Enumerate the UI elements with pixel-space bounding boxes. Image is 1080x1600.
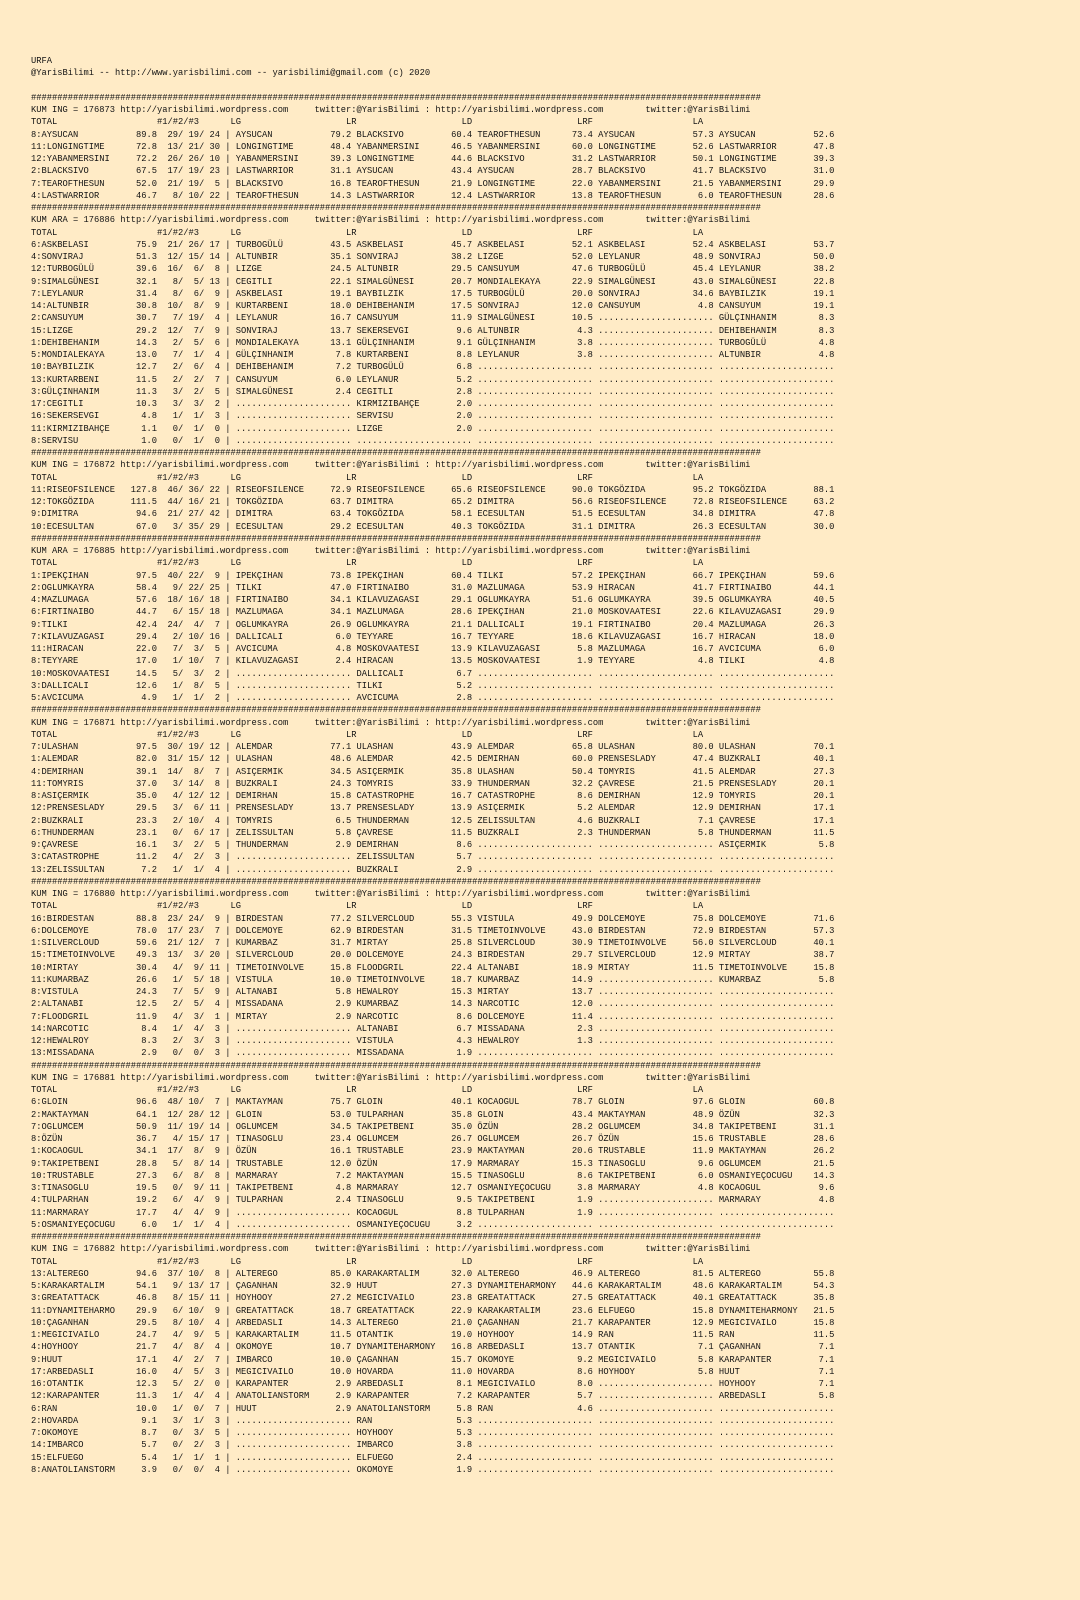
race-block bbox=[31, 1231, 1080, 1476]
table-row: 13:MISSADANA 2.9 0/ 0/ 3 | ...................... MISSADANA 1.9 ...................... ...................... ...................... bbox=[31, 1048, 835, 1059]
credits-line: @YarisBilimi -- http://www.yarisbilimi.com -- yarisbilimi@gmail.com (c) 2020 bbox=[31, 68, 431, 79]
table-row: 11:RISEOFSILENCE 127.8 46/ 36/ 22 | RISEOFSILENCE 72.9 RISEOFSILENCE 65.6 RISEOFSILENCE 90.0 TOKGÖZIDA 95.2 TOKGÖZIDA 88.1 bbox=[31, 484, 835, 495]
race-header: KUM ING = 176871 http://yarisbilimi.wordpress.com twitter:@YarisBilimi : http://yarisbilimi.wordpress.com twitter:@YarisBilimi bbox=[31, 717, 751, 728]
table-row: 7:OGLUMCEM 50.9 11/ 19/ 14 | OGLUMCEM 34.5 TAKIPETBENI 35.0 ÖZÜN 28.2 OGLUMCEM 34.8 TAKIPETBENI 31.1 bbox=[31, 1121, 835, 1132]
table-row: 1:IPEKÇIHAN 97.5 40/ 22/ 9 | IPEKÇIHAN 73.8 IPEKÇIHAN 60.4 TILKI 57.2 IPEKÇIHAN 66.7 IPEKÇIHAN 59.6 bbox=[31, 570, 835, 581]
table-row: 4:TULPARHAN 19.2 6/ 4/ 9 | TULPARHAN 2.4 TINASOGLU 9.5 TAKIPETBENI 1.9 ...................... MARMARAY 4.8 bbox=[31, 1195, 835, 1206]
table-row: 9:SIMALGÜNESI 32.1 8/ 5/ 13 | CEGITLI 22.1 SIMALGÜNESI 20.7 MONDIALEKAYA 22.9 SIMALGÜNESI 43.0 SIMALGÜNESI 22.8 bbox=[31, 276, 835, 287]
column-header-row: TOTAL #1/#2/#3 LG LR LD LRF LA bbox=[31, 472, 704, 483]
race-header: KUM ING = 176872 http://yarisbilimi.wordpress.com twitter:@YarisBilimi : http://yarisbilimi.wordpress.com twitter:@YarisBilimi bbox=[31, 460, 751, 471]
table-row: 11:HIRACAN 22.0 7/ 3/ 5 | AVCICUMA 4.8 MOSKOVAATESI 13.9 KILAVUZAGASI 5.8 MAZLUMAGA 16.7 AVCICUMA 6.0 bbox=[31, 644, 835, 654]
table-row: 16:OTANTIK 12.3 5/ 2/ 0 | KARAPANTER 2.9 ARBEDASLI 8.1 MEGICIVAILO 8.0 ...................... HOYHOOY 7.1 bbox=[31, 1379, 835, 1389]
race-block bbox=[31, 92, 1080, 202]
table-row: 6:GLOIN 96.6 48/ 10/ 7 | MAKTAYMAN 75.7 GLOIN 40.1 KOCAOGUL 78.7 GLOIN 97.6 GLOIN 60.8 bbox=[31, 1097, 835, 1108]
table-row: 1:SILVERCLOUD 59.6 21/ 12/ 7 | KUMARBAZ 31.7 MIRTAY 25.8 SILVERCLOUD 30.9 TIMETOINVOLVE 56.0 SILVERCLOUD 40.1 bbox=[31, 938, 835, 948]
table-row: 1:DEHIBEHANIM 14.3 2/ 5/ 6 | MONDIALEKAYA 13.1 GÜLÇINHANIM 9.1 GÜLÇINHANIM 3.8 ...................... TURBOGÜLÜ 4.8 bbox=[31, 337, 835, 348]
race-header: KUM ING = 176873 http://yarisbilimi.wordpress.com twitter:@YarisBilimi : http://yarisbilimi.wordpress.com twitter:@YarisBilimi bbox=[31, 105, 751, 115]
table-row: 15:LIZGE 29.2 12/ 7/ 9 | SONVIRAJ 13.7 SEKERSEVGI 9.6 ALTUNBIR 4.3 ...................... DEHIBEHANIM 8.3 bbox=[31, 325, 835, 336]
table-row: 4:MAZLUMAGA 57.6 18/ 16/ 18 | FIRTINAIBO 34.1 KILAVUZAGASI 29.1 OGLUMKAYRA 51.6 OGLUMKAYRA 39.5 OGLUMKAYRA 40.5 bbox=[31, 595, 835, 605]
table-row: 4:SONVIRAJ 51.3 12/ 15/ 14 | ALTUNBIR 35.1 SONVIRAJ 38.2 LIZGE 52.0 LEYLANUR 48.9 SONVIRAJ 50.0 bbox=[31, 252, 835, 262]
table-row: 8:ASIÇERMIK 35.0 4/ 12/ 12 | DEMIRHAN 15.8 CATASTROPHE 16.7 CATASTROPHE 8.6 DEMIRHAN 12.9 TOMYRIS 20.1 bbox=[31, 791, 835, 801]
table-row: 9:TAKIPETBENI 28.8 5/ 8/ 14 | TRUSTABLE 12.0 ÖZÜN 17.9 MARMARAY 15.3 TINASOGLU 9.6 OGLUMCEM 21.5 bbox=[31, 1158, 835, 1169]
table-row: 16:SEKERSEVGI 4.8 1/ 1/ 3 | ...................... SERVISU 2.0 ...................... ...................... ...................... bbox=[31, 411, 835, 422]
table-row: 10:BAYBILZIK 12.7 2/ 6/ 4 | DEHIBEHANIM 7.2 TURBOGÜLÜ 6.8 ...................... ...................... ...................... bbox=[31, 362, 835, 373]
table-row: 11:KIRMIZIBAHÇE 1.1 0/ 1/ 0 | ...................... LIZGE 2.0 ...................... ...................... ...................... bbox=[31, 423, 835, 434]
table-row: 6:THUNDERMAN 23.1 0/ 6/ 17 | ZELISSULTAN 5.8 ÇAVRESE 11.5 BUZKRALI 2.3 THUNDERMAN 5.8 THUNDERMAN 11.5 bbox=[31, 827, 835, 838]
table-row: 1:KOCAOGUL 34.1 17/ 8/ 9 | ÖZÜN 16.1 TRUSTABLE 23.9 MAKTAYMAN 20.6 TRUSTABLE 11.9 MAKTAYMAN 26.2 bbox=[31, 1146, 835, 1157]
table-row: 12:TURBOGÜLÜ 39.6 16/ 6/ 8 | LIZGE 24.5 ALTUNBIR 29.5 CANSUYUM 47.6 TURBOGÜLÜ 45.4 LEYLANUR 38.2 bbox=[31, 264, 835, 275]
race-header: KUM ARA = 176886 http://yarisbilimi.wordpress.com twitter:@YarisBilimi : http://yarisbilimi.wordpress.com twitter:@YarisBilimi bbox=[31, 215, 751, 226]
table-row: 15:ELFUEGO 5.4 1/ 1/ 1 | ...................... ELFUEGO 2.4 ...................... ...................... ...................... bbox=[31, 1452, 835, 1463]
race-header: KUM ING = 176882 http://yarisbilimi.wordpress.com twitter:@YarisBilimi : http://yarisbilimi.wordpress.com twitter:@YarisBilimi bbox=[31, 1244, 751, 1255]
table-row: 14:ALTUNBIR 30.8 10/ 8/ 9 | KURTARBENI 18.0 DEHIBEHANIM 17.5 SONVIRAJ 12.0 CANSUYUM 4.8 CANSUYUM 19.1 bbox=[31, 301, 835, 311]
table-row: 10:TRUSTABLE 27.3 6/ 8/ 8 | MARMARAY 7.2 MAKTAYMAN 15.5 TINASOGLU 8.6 TAKIPETBENI 6.0 OSMANIYEÇOCUGU 14.3 bbox=[31, 1170, 835, 1181]
table-row: 7:ULASHAN 97.5 30/ 19/ 12 | ALEMDAR 77.1 ULASHAN 43.9 ALEMDAR 65.8 ULASHAN 80.0 ULASHAN 70.1 bbox=[31, 742, 835, 752]
table-row: 1:ALEMDAR 82.0 31/ 15/ 12 | ULASHAN 48.6 ALEMDAR 42.5 DEMIRHAN 60.0 PRENSESLADY 47.4 BUZKRALI 40.1 bbox=[31, 754, 835, 765]
table-row: 1:MEGICIVAILO 24.7 4/ 9/ 5 | KARAKARTALIM 11.5 OTANTIK 19.0 HOYHOOY 14.9 RAN 11.5 RAN 11.5 bbox=[31, 1330, 835, 1340]
table-row: 13:ZELISSULTAN 7.2 1/ 1/ 4 | ...................... BUZKRALI 2.9 ...................... ...................... ...................... bbox=[31, 864, 835, 875]
table-row: 11:DYNAMITEHARMO 29.9 6/ 10/ 9 | GREATATTACK 18.7 GREATATTACK 22.9 KARAKARTALIM 23.6 ELFUEGO 15.8 DYNAMITEHARMONY 21.5 bbox=[31, 1305, 835, 1316]
table-row: 11:KUMARBAZ 26.6 1/ 5/ 18 | VISTULA 10.0 TIMETOINVOLVE 18.7 KUMARBAZ 14.9 ...................... KUMARBAZ 5.8 bbox=[31, 974, 835, 985]
table-row: 11:LONGINGTIME 72.8 13/ 21/ 30 | LONGINGTIME 48.4 YABANMERSINI 46.5 YABANMERSINI 60.0 LONGINGTIME 52.6 LASTWARRIOR 47.8 bbox=[31, 141, 835, 152]
table-row: 8:ANATOLIANSTORM 3.9 0/ 0/ 4 | ...................... OKOMOYE 1.9 ...................... ...................... ...................... bbox=[31, 1464, 835, 1475]
spacer bbox=[31, 80, 1080, 92]
separator-line: ########################################################################################################################################### bbox=[31, 533, 761, 544]
table-row: 8:VISTULA 24.3 7/ 5/ 9 | ALTANABI 5.8 HEWALROY 15.3 MIRTAY 13.7 ...................... ...................... bbox=[31, 987, 835, 997]
separator-line: ########################################################################################################################################### bbox=[31, 1060, 761, 1071]
table-row: 12:HEWALROY 8.3 2/ 3/ 3 | ...................... VISTULA 4.3 HEWALROY 1.3 ...................... ...................... bbox=[31, 1036, 835, 1046]
table-row: 7:TEAROFTHESUN 52.0 21/ 19/ 5 | BLACKSIVO 16.8 TEAROFTHESUN 21.9 LONGINGTIME 22.0 YABANMERSINI 21.5 YABANMERSINI 29.9 bbox=[31, 178, 835, 189]
race-block bbox=[31, 1060, 1080, 1232]
column-header-row: TOTAL #1/#2/#3 LG LR LD LRF LA bbox=[31, 729, 704, 740]
table-row: 6:DOLCEMOYE 78.0 17/ 23/ 7 | DOLCEMOYE 62.9 BIRDESTAN 31.5 TIMETOINVOLVE 43.0 BIRDESTAN 72.9 BIRDESTAN 57.3 bbox=[31, 925, 835, 936]
table-row: 13:KURTARBENI 11.5 2/ 2/ 7 | CANSUYUM 6.0 LEYLANUR 5.2 ...................... ...................... ...................... bbox=[31, 374, 835, 385]
column-header-row: TOTAL #1/#2/#3 LG LR LD LRF LA bbox=[31, 227, 704, 238]
table-row: 4:LASTWARRIOR 46.7 8/ 10/ 22 | TEAROFTHESUN 14.3 LASTWARRIOR 12.4 LASTWARRIOR 13.8 TEAROFTHESUN 6.0 TEAROFTHESUN 28.6 bbox=[31, 190, 835, 201]
race-block bbox=[31, 533, 1080, 705]
table-row: 17:CEGITLI 10.3 3/ 3/ 2 | ...................... KIRMIZIBAHÇE 2.0 ...................... ...................... ...................... bbox=[31, 399, 835, 409]
table-row: 9:ÇAVRESE 16.1 3/ 2/ 5 | THUNDERMAN 2.9 DEMIRHAN 8.6 ...................... ...................... ASIÇERMIK 5.8 bbox=[31, 840, 835, 850]
table-row: 6:RAN 10.0 1/ 0/ 7 | HUUT 2.9 ANATOLIANSTORM 5.8 RAN 4.6 ...................... ...................... bbox=[31, 1403, 835, 1414]
table-row: 14:NARCOTIC 8.4 1/ 4/ 3 | ...................... ALTANABI 6.7 MISSADANA 2.3 ...................... ...................... bbox=[31, 1023, 835, 1034]
separator-line: ########################################################################################################################################### bbox=[31, 1232, 761, 1242]
table-row: 2:MAKTAYMAN 64.1 12/ 28/ 12 | GLOIN 53.0 TULPARHAN 35.8 GLOIN 43.4 MAKTAYMAN 48.9 ÖZÜN 32.3 bbox=[31, 1109, 835, 1120]
table-row: 4:HOYHOOY 21.7 4/ 8/ 4 | OKOMOYE 10.7 DYNAMITEHARMONY 16.8 ARBEDASLI 13.7 OTANTIK 7.1 ÇAGANHAN 7.1 bbox=[31, 1342, 835, 1353]
table-row: 7:LEYLANUR 31.4 8/ 6/ 9 | ASKBELASI 19.1 BAYBILZIK 17.5 TURBOGÜLÜ 20.0 SONVIRAJ 34.6 BAYBILZIK 19.1 bbox=[31, 288, 835, 299]
table-row: 2:HOVARDA 9.1 3/ 1/ 3 | ...................... RAN 5.3 ...................... ...................... ...................... bbox=[31, 1415, 835, 1426]
table-row: 4:DEMIRHAN 39.1 14/ 8/ 7 | ASIÇERMIK 34.5 ASIÇERMIK 35.8 ULASHAN 50.4 TOMYRIS 41.5 ALEMDAR 27.3 bbox=[31, 766, 835, 777]
table-row: 8:SERVISU 1.0 0/ 1/ 0 | ...................... ...................... ...................... ...................... ...................... bbox=[31, 435, 835, 446]
table-row: 3:GÜLÇINHANIM 11.3 3/ 2/ 5 | SIMALGÜNESI 2.4 CEGITLI 2.8 ...................... ...................... ...................... bbox=[31, 386, 835, 397]
table-row: 2:CANSUYUM 30.7 7/ 19/ 4 | LEYLANUR 16.7 CANSUYUM 11.9 SIMALGÜNESI 10.5 ...................... GÜLÇINHANIM 8.3 bbox=[31, 313, 835, 324]
column-header-row: TOTAL #1/#2/#3 LG LR LD LRF LA bbox=[31, 1085, 704, 1095]
race-block bbox=[31, 447, 1080, 533]
column-header-row: TOTAL #1/#2/#3 LG LR LD LRF LA bbox=[31, 1256, 704, 1267]
race-block bbox=[31, 704, 1080, 876]
table-row: 5:MONDIALEKAYA 13.0 7/ 1/ 4 | GÜLÇINHANIM 7.8 KURTARBENI 8.8 LEYLANUR 3.8 ...................... ALTUNBIR 4.8 bbox=[31, 350, 835, 360]
table-row: 3:CATASTROPHE 11.2 4/ 2/ 3 | ...................... ZELISSULTAN 5.7 ...................... ...................... ...................... bbox=[31, 852, 835, 863]
table-row: 12:PRENSESLADY 29.5 3/ 6/ 11 | PRENSESLADY 13.7 PRENSESLADY 13.9 ASIÇERMIK 5.2 ALEMDAR 12.9 DEMIRHAN 17.1 bbox=[31, 803, 835, 814]
table-row: 9:DIMITRA 94.6 21/ 27/ 42 | DIMITRA 63.4 TOKGÖZIDA 58.1 ECESULTAN 51.5 ECESULTAN 34.8 DIMITRA 47.8 bbox=[31, 509, 835, 520]
column-header-row: TOTAL #1/#2/#3 LG LR LD LRF LA bbox=[31, 558, 704, 569]
table-row: 2:BUZKRALI 23.3 2/ 10/ 4 | TOMYRIS 6.5 THUNDERMAN 12.5 ZELISSULTAN 4.6 BUZKRALI 7.1 ÇAVRESE 17.1 bbox=[31, 815, 835, 826]
table-row: 13:ALTEREGO 94.6 37/ 10/ 8 | ALTEREGO 85.0 KARAKARTALIM 32.0 ALTEREGO 46.9 ALTEREGO 81.5 ALTEREGO 55.8 bbox=[31, 1268, 835, 1279]
table-row: 12:TOKGÖZIDA 111.5 44/ 16/ 21 | TOKGÖZIDA 63.7 DIMITRA 65.2 DIMITRA 56.6 RISEOFSILENCE 72.8 RISEOFSILENCE 63.2 bbox=[31, 497, 835, 507]
table-row: 5:OSMANIYEÇOCUGU 6.0 1/ 1/ 4 | ...................... OSMANIYEÇOCUGU 3.2 ...................... ...................... ...................... bbox=[31, 1219, 835, 1230]
table-row: 10:ECESULTAN 67.0 3/ 35/ 29 | ECESULTAN 29.2 ECESULTAN 40.3 TOKGÖZIDA 31.1 DIMITRA 26.3 ECESULTAN 30.0 bbox=[31, 521, 835, 532]
table-row: 2:BLACKSIVO 67.5 17/ 19/ 23 | LASTWARRIOR 31.1 AYSUCAN 43.4 AYSUCAN 28.7 BLACKSIVO 41.7 BLACKSIVO 31.0 bbox=[31, 166, 835, 177]
table-row: 3:GREATATTACK 46.8 8/ 15/ 11 | HOYHOOY 27.2 MEGICIVAILO 23.8 GREATATTACK 27.5 GREATATTACK 40.1 GREATATTACK 35.8 bbox=[31, 1293, 835, 1304]
race-header: KUM ING = 176881 http://yarisbilimi.wordpress.com twitter:@YarisBilimi : http://yarisbilimi.wordpress.com twitter:@YarisBilimi bbox=[31, 1072, 751, 1083]
separator-line: ########################################################################################################################################### bbox=[31, 448, 761, 458]
table-row: 10:ÇAGANHAN 29.5 8/ 10/ 4 | ARBEDASLI 14.3 ALTEREGO 21.0 ÇAGANHAN 21.7 KARAPANTER 12.9 MEGICIVAILO 15.8 bbox=[31, 1317, 835, 1328]
table-row: 15:TIMETOINVOLVE 49.3 13/ 3/ 20 | SILVERCLOUD 20.0 DOLCEMOYE 24.3 BIRDESTAN 29.7 SILVERCLOUD 12.9 MIRTAY 38.7 bbox=[31, 950, 835, 961]
table-row: 9:TILKI 42.4 24/ 4/ 7 | OGLUMKAYRA 26.9 OGLUMKAYRA 21.1 DALLICALI 19.1 FIRTINAIBO 20.4 MAZLUMAGA 26.3 bbox=[31, 619, 835, 630]
table-row: 14:IMBARCO 5.7 0/ 2/ 3 | ...................... IMBARCO 3.8 ...................... ...................... ...................... bbox=[31, 1440, 835, 1451]
table-row: 2:ALTANABI 12.5 2/ 5/ 4 | MISSADANA 2.9 KUMARBAZ 14.3 NARCOTIC 12.0 ...................... ...................... bbox=[31, 999, 835, 1010]
table-row: 8:AYSUCAN 89.8 29/ 19/ 24 | AYSUCAN 79.2 BLACKSIVO 60.4 TEAROFTHESUN 73.4 AYSUCAN 57.3 AYSUCAN 52.6 bbox=[31, 129, 835, 140]
column-header-row: TOTAL #1/#2/#3 LG LR LD LRF LA bbox=[31, 901, 704, 912]
column-header-row: TOTAL #1/#2/#3 LG LR LD LRF LA bbox=[31, 117, 704, 128]
table-row: 10:MIRTAY 30.4 4/ 9/ 11 | TIMETOINVOLVE 15.8 FLOODGRIL 22.4 ALTANABI 18.9 MIRTAY 11.5 TIMETOINVOLVE 15.8 bbox=[31, 962, 835, 973]
race-header: KUM ARA = 176885 http://yarisbilimi.wordpress.com twitter:@YarisBilimi : http://yarisbilimi.wordpress.com twitter:@YarisBilimi bbox=[31, 546, 751, 556]
table-row: 11:TOMYRIS 37.0 3/ 14/ 8 | BUZKRALI 24.3 TOMYRIS 33.9 THUNDERMAN 32.2 ÇAVRESE 21.5 PRENSESLADY 20.1 bbox=[31, 778, 835, 789]
table-row: 5:AVCICUMA 4.9 1/ 1/ 2 | ...................... AVCICUMA 2.8 ...................... ...................... ...................... bbox=[31, 693, 835, 703]
table-row: 7:OKOMOYE 8.7 0/ 3/ 5 | ...................... HOYHOOY 5.3 ...................... ...................... ...................... bbox=[31, 1428, 835, 1438]
table-row: 8:ÖZÜN 36.7 4/ 15/ 17 | TINASOGLU 23.4 OGLUMCEM 26.7 OGLUMCEM 26.7 ÖZÜN 15.6 TRUSTABLE 28.6 bbox=[31, 1134, 835, 1144]
table-row: 12:KARAPANTER 11.3 1/ 4/ 4 | ANATOLIANSTORM 2.9 KARAPANTER 7.2 KARAPANTER 5.7 ...................... ARBEDASLI 5.8 bbox=[31, 1391, 835, 1402]
separator-line: ########################################################################################################################################### bbox=[31, 92, 761, 103]
table-row: 10:MOSKOVAATESI 14.5 5/ 3/ 2 | ...................... DALLICALI 6.7 ...................... ...................... ...................... bbox=[31, 668, 835, 679]
race-block bbox=[31, 202, 1080, 447]
table-row: 17:ARBEDASLI 16.0 4/ 5/ 3 | MEGICIVAILO 10.0 HOVARDA 11.0 HOVARDA 8.6 HOYHOOY 5.8 HUUT 7.1 bbox=[31, 1366, 835, 1377]
table-row: 3:TINASOGLU 19.5 0/ 9/ 11 | TAKIPETBENI 4.8 MARMARAY 12.7 OSMANIYEÇOCUGU 3.8 MARMARAY 4.8 KOCAOGUL 9.6 bbox=[31, 1183, 835, 1193]
separator-line: ########################################################################################################################################### bbox=[31, 876, 761, 887]
race-block bbox=[31, 876, 1080, 1060]
table-row: 7:KILAVUZAGASI 29.4 2/ 10/ 16 | DALLICALI 6.0 TEYYARE 16.7 TEYYARE 18.6 KILAVUZAGASI 16.7 HIRACAN 18.0 bbox=[31, 631, 835, 642]
separator-line: ########################################################################################################################################### bbox=[31, 705, 761, 716]
table-row: 7:FLOODGRIL 11.9 4/ 3/ 1 | MIRTAY 2.9 NARCOTIC 8.6 DOLCEMOYE 11.4 ...................... ...................... bbox=[31, 1011, 835, 1022]
table-row: 2:OGLUMKAYRA 58.4 9/ 22/ 25 | TILKI 47.0 FIRTINAIBO 31.0 MAZLUMAGA 53.9 HIRACAN 41.7 FIRTINAIBO 44.1 bbox=[31, 582, 835, 593]
table-row: 11:MARMARAY 17.7 4/ 4/ 9 | ...................... KOCAOGUL 8.8 TULPARHAN 1.9 ...................... ...................... bbox=[31, 1207, 835, 1218]
table-row: 6:ASKBELASI 75.9 21/ 26/ 17 | TURBOGÜLÜ 43.5 ASKBELASI 45.7 ASKBELASI 52.1 ASKBELASI 52.4 ASKBELASI 53.7 bbox=[31, 239, 835, 250]
table-row: 8:TEYYARE 17.0 1/ 10/ 7 | KILAVUZAGASI 2.4 HIRACAN 13.5 MOSKOVAATESI 1.9 TEYYARE 4.8 TILKI 4.8 bbox=[31, 656, 835, 667]
separator-line: ########################################################################################################################################### bbox=[31, 203, 761, 213]
table-row: 16:BIRDESTAN 88.8 23/ 24/ 9 | BIRDESTAN 77.2 SILVERCLOUD 55.3 VISTULA 49.9 DOLCEMOYE 75.8 DOLCEMOYE 71.6 bbox=[31, 913, 835, 924]
table-row: 12:YABANMERSINI 72.2 26/ 26/ 10 | YABANMERSINI 39.3 LONGINGTIME 44.6 BLACKSIVO 31.2 LASTWARRIOR 50.1 LONGINGTIME 39.3 bbox=[31, 154, 835, 164]
race-list bbox=[31, 92, 1080, 1476]
table-row: 6:FIRTINAIBO 44.7 6/ 15/ 18 | MAZLUMAGA 34.1 MAZLUMAGA 28.6 IPEKÇIHAN 21.0 MOSKOVAATESI 22.6 KILAVUZAGASI 29.9 bbox=[31, 607, 835, 618]
table-row: 9:HUUT 17.1 4/ 2/ 7 | IMBARCO 10.0 ÇAGANHAN 15.7 OKOMOYE 9.2 MEGICIVAILO 5.8 KARAPANTER 7.1 bbox=[31, 1354, 835, 1365]
table-row: 5:KARAKARTALIM 54.1 9/ 13/ 17 | ÇAGANHAN 32.9 HUUT 27.3 DYNAMITEHARMONY 44.6 KARAKARTALIM 48.6 KARAKARTALIM 54.3 bbox=[31, 1281, 835, 1291]
page-title: URFA bbox=[31, 56, 53, 66]
race-header: KUM ING = 176880 http://yarisbilimi.wordpress.com twitter:@YarisBilimi : http://yarisbilimi.wordpress.com twitter:@YarisBilimi bbox=[31, 889, 751, 899]
table-row: 3:DALLICALI 12.6 1/ 8/ 5 | ...................... TILKI 5.2 ...................... ...................... ...................... bbox=[31, 680, 835, 691]
